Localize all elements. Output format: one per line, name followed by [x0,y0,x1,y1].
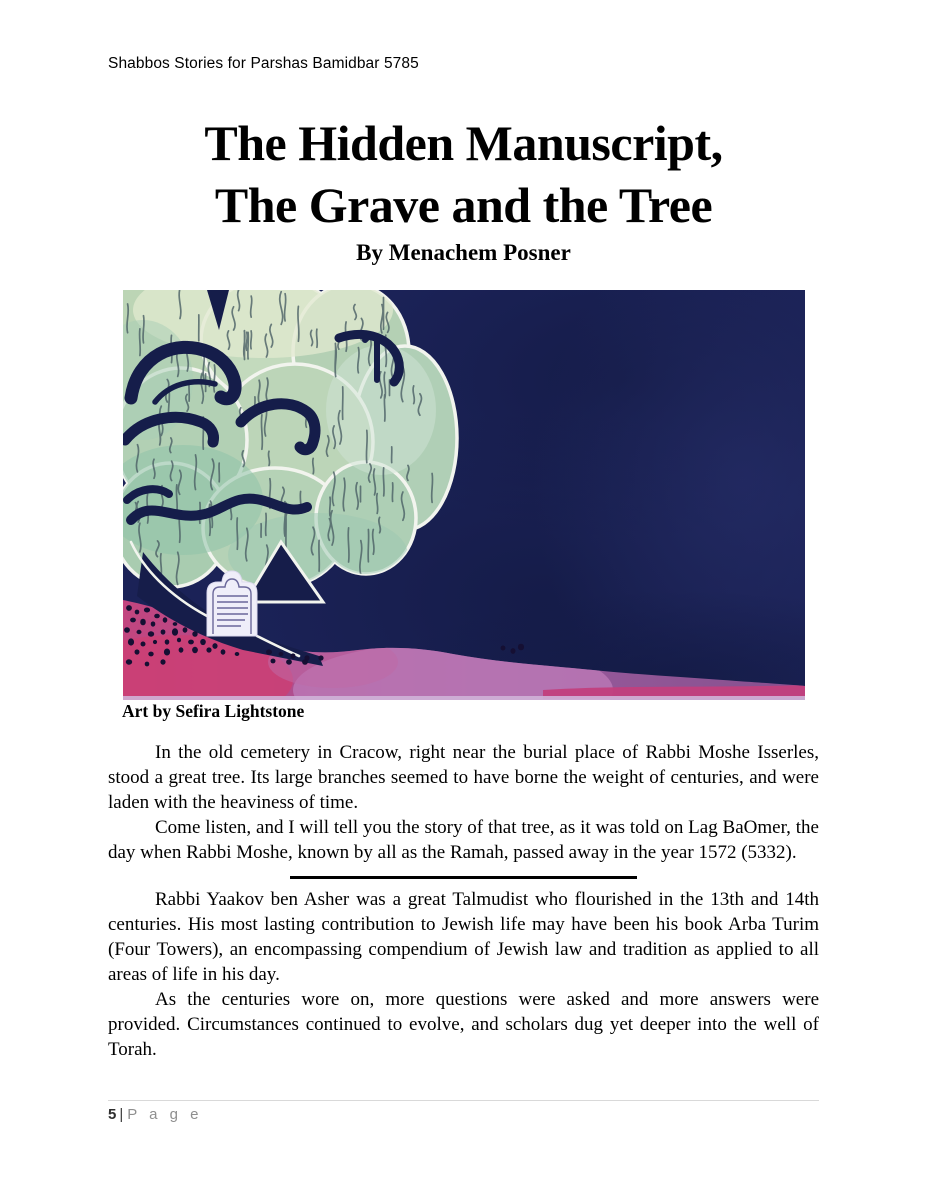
page-title-line1: The Hidden Manuscript, [204,115,723,171]
page-title-line2: The Grave and the Tree [214,177,713,233]
tree-grave-illustration [123,290,805,700]
art-caption: Art by Sefira Lightstone [122,701,305,721]
byline: By Menachem Posner [356,240,571,265]
footer-page-label: P a g e [127,1106,203,1123]
story-artwork [123,290,805,700]
section-divider [290,876,637,879]
paragraph-4: As the centuries wore on, more questions were asked and more answers were provided. Circumstances continued to evolve, and scholars dug yet deeper into the well of Torah. [108,989,819,1060]
footer-separator: | [119,1106,124,1123]
page-footer [108,1100,819,1123]
paragraph-1: In the old cemetery in Cracow, right near the burial place of Rabbi Moshe Isserles, stood a great tree. Its large branches seemed to have borne the weight of centuries, and were laden with the heaviness of time. [108,742,819,813]
story-body [108,740,819,1062]
page-header: Shabbos Stories for Parshas Bamidbar 5785 [108,55,419,72]
footer-page-number: 5 [108,1106,117,1123]
title-block [0,112,927,268]
paragraph-2: Come listen, and I will tell you the story of that tree, as it was told on Lag BaOmer, the day when Rabbi Moshe, known by all as the Ramah, passed away in the year 1572 (5332). [108,817,819,863]
paragraph-3: Rabbi Yaakov ben Asher was a great Talmudist who flourished in the 13th and 14th centuries. His most lasting contribution to Jewish life may have been his book Arba Turim (Four Towers), an encompassing compendium of Jewish law and tradition as applied to all areas of life in his day. [108,889,819,985]
